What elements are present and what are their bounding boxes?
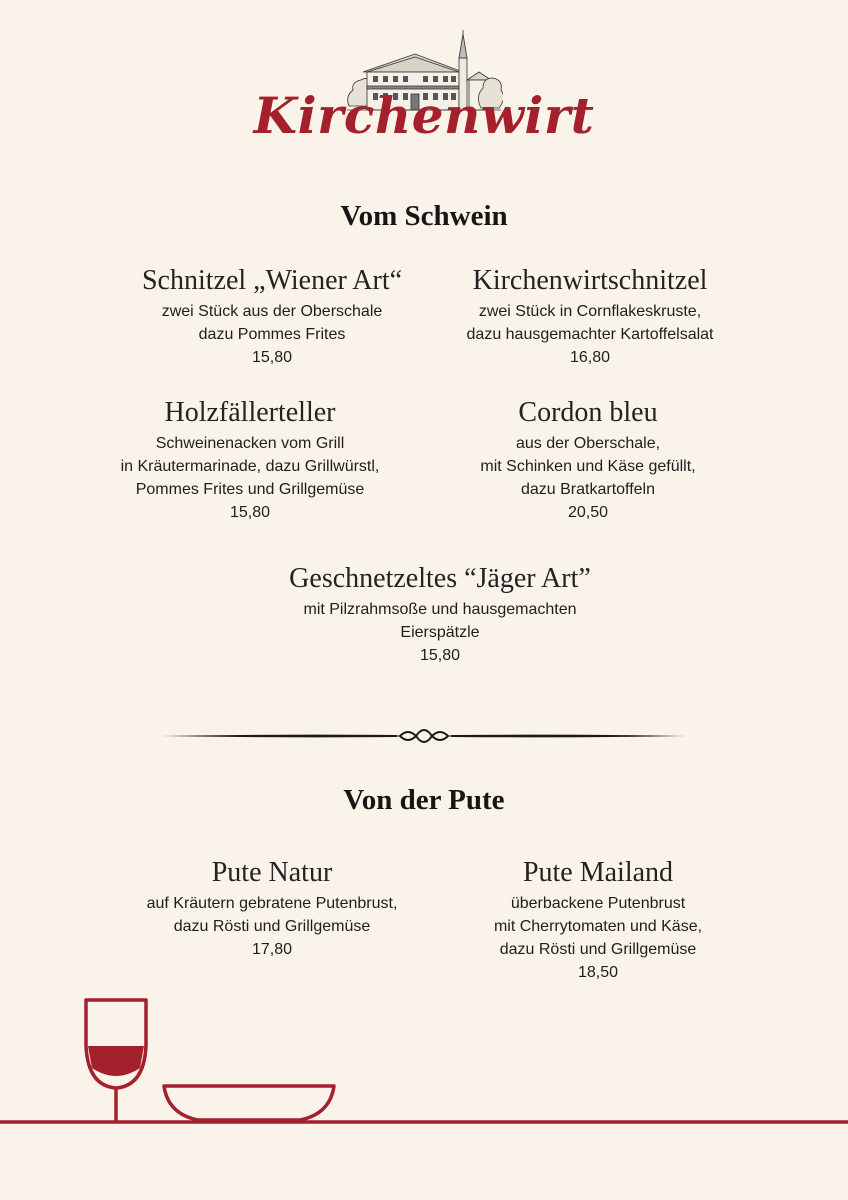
dish-description: Schweinenacken vom Grill (155, 435, 345, 452)
dish-name: Pute Mailand (522, 857, 674, 888)
dish-description: mit Schinken und Käse gefüllt, (480, 458, 696, 475)
dish-description: dazu Rösti und Grillgemüse (499, 941, 697, 958)
dish-description: in Kräutermarinade, dazu Grillwürstl, (120, 458, 380, 475)
footer-decoration (0, 990, 848, 1140)
dish-name: Cordon bleu (518, 397, 658, 428)
dish-price: 16,80 (569, 349, 611, 366)
dish-name: Schnitzel „Wiener Art“ (141, 265, 403, 296)
brand-logo-text: Kirchenwirt (253, 86, 595, 145)
wine-glass-icon (86, 1000, 146, 1122)
dish-description: Eierspätzle (400, 624, 480, 641)
dish-name: Geschnetzeltes “Jäger Art” (289, 563, 591, 594)
section-title-von-der-pute: Von der Pute (343, 784, 505, 816)
bowl-icon (164, 1086, 334, 1120)
dish-description: zwei Stück aus der Oberschale (161, 303, 383, 320)
dish-description: überbackene Putenbrust (510, 895, 686, 912)
dish-name: Holzfällerteller (164, 397, 336, 428)
dish-price: 15,80 (251, 349, 293, 366)
dish-name: Pute Natur (211, 857, 333, 888)
dish-description: auf Kräutern gebratene Putenbrust, (146, 895, 398, 912)
dish-description: dazu Bratkartoffeln (520, 481, 655, 498)
dish-description: mit Cherrytomaten und Käse, (493, 918, 703, 935)
dish-cordon-bleu (384, 396, 792, 524)
dish-description: aus der Oberschale, (515, 435, 661, 452)
dish-description: mit Pilzrahmsoße und hausgemachten (303, 601, 577, 618)
dish-description: dazu hausgemachter Kartoffelsalat (466, 326, 714, 343)
dish-description: Pommes Frites und Grillgemüse (135, 481, 365, 498)
dish-price: 18,50 (577, 964, 619, 981)
dish-geschnetzeltes-jaeger-art (236, 562, 644, 667)
dish-price: 15,80 (419, 647, 461, 664)
dish-kirchenwirtschnitzel (386, 264, 794, 369)
dish-description: zwei Stück in Cornflakeskruste, (478, 303, 702, 320)
dish-description: dazu Rösti und Grillgemüse (173, 918, 371, 935)
ornament-divider-icon (160, 724, 688, 748)
dish-pute-mailand (394, 856, 802, 984)
dish-description: dazu Pommes Frites (198, 326, 346, 343)
dish-price: 20,50 (567, 504, 609, 521)
dish-price: 17,80 (251, 941, 293, 958)
dish-price: 15,80 (229, 504, 271, 521)
section-title-vom-schwein: Vom Schwein (340, 200, 508, 232)
dish-name: Kirchenwirtschnitzel (472, 265, 708, 296)
